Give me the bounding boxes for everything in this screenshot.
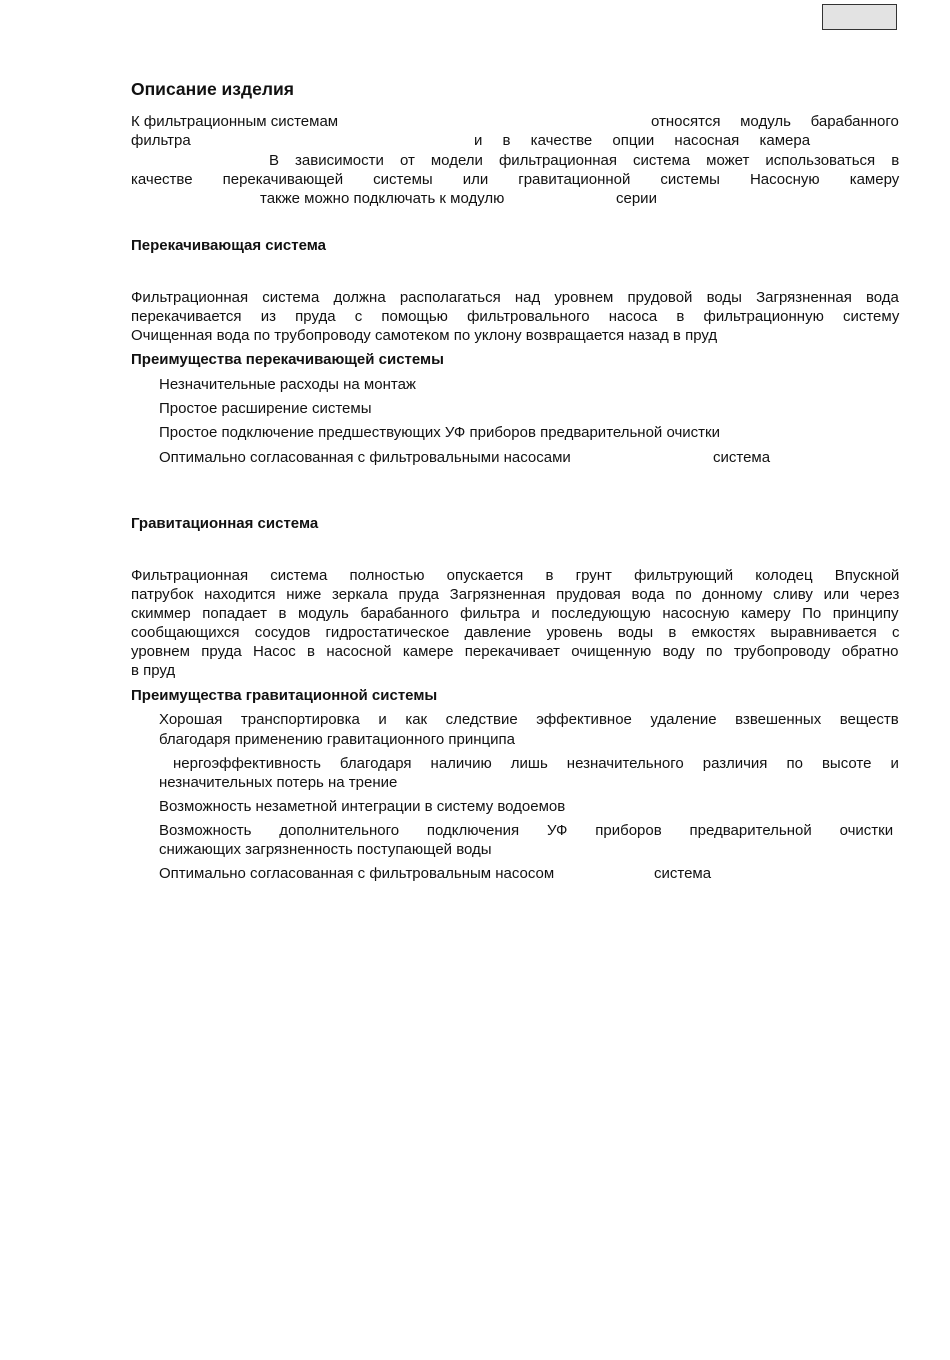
- pump-advantage-item: Простое подключение предшествующих УФ приборов предварительной очистки: [159, 424, 720, 441]
- pump-advantage-item: Простое расширение системы: [159, 400, 372, 417]
- gravity-advantage-item-2-line-2: незначительных потерь на трение: [159, 774, 398, 791]
- pump-advantages-heading: Преимущества перекачивающей системы: [131, 351, 444, 368]
- pump-system-heading: Перекачивающая система: [131, 237, 326, 254]
- pump-advantage-item-4-end: система: [713, 449, 771, 466]
- pump-system-text-2: перекачивается из пруда с помощью фильтровального насоса в фильтрационную систему: [131, 308, 900, 325]
- gravity-advantage-item-1-line-2: благодаря применению гравитационного принципа: [159, 731, 515, 748]
- intro-line-3: В зависимости от модели фильтрационная система может использоваться в: [269, 152, 900, 169]
- gravity-advantage-item-2-line-1: нергоэффективность благодаря наличию лишь незначительного различия по высоте и: [173, 755, 899, 772]
- pump-system-text-3: Очищенная вода по трубопроводу самотеком по уклону возвращается назад в пруд: [131, 327, 718, 344]
- intro-line-1-start: К фильтрационным системам: [131, 113, 339, 130]
- intro-line-4: качестве перекачивающей системы или гравитационной системы Насосную камеру: [131, 171, 900, 188]
- pump-advantage-item-4-start: Оптимально согласованная с фильтровальными насосами: [159, 449, 571, 466]
- gravity-advantage-item-3: Возможность незаметной интеграции в систему водоемов: [159, 798, 566, 815]
- gravity-system-text-6: в пруд: [131, 662, 176, 679]
- page-title: Описание изделия: [131, 79, 294, 99]
- gravity-system-text-4: сообщающихся сосудов гидростатическое давление уровень воды в емкостях выравнивается с: [131, 624, 900, 641]
- intro-line-1-end: относятся модуль барабанного: [651, 113, 899, 130]
- pump-system-text-1: Фильтрационная система должна располагаться над уровнем прудовой воды Загрязненная вода: [131, 289, 899, 306]
- gravity-system-text-1: Фильтрационная система полностью опускается в грунт фильтрующий колодец Впускной: [131, 567, 900, 584]
- gravity-system-text-5: уровнем пруда Насос в насосной камере перекачивает очищенную воду по трубопроводу обратно: [131, 643, 899, 660]
- language-code-box: [822, 4, 897, 30]
- gravity-system-heading: Гравитационная система: [131, 515, 319, 532]
- gravity-system-text-2: патрубок находится ниже зеркала пруда Загрязненная прудовая вода по донному сливу или через: [131, 586, 900, 603]
- gravity-advantage-item-1-line-1: Хорошая транспортировка и как следствие эффективное удаление взвешенных веществ: [159, 711, 899, 728]
- pump-advantage-item: Незначительные расходы на монтаж: [159, 376, 416, 393]
- gravity-advantage-item-5-end: система: [654, 865, 712, 882]
- intro-line-5-start: также можно подключать к модулю: [260, 190, 505, 207]
- gravity-advantage-item-4-line-2: снижающих загрязненность поступающей воды: [159, 841, 492, 858]
- gravity-advantage-item-5-start: Оптимально согласованная с фильтровальным насосом: [159, 865, 555, 882]
- intro-line-5-end: серии: [616, 190, 657, 207]
- intro-line-2-start: фильтра: [131, 132, 191, 149]
- intro-line-2-end: и в качестве опции насосная камера: [474, 132, 811, 149]
- gravity-system-text-3: скиммер попадает в модуль барабанного фильтра и последующую насосную камеру По принципу: [131, 605, 899, 622]
- gravity-advantages-heading: Преимущества гравитационной системы: [131, 687, 438, 704]
- gravity-advantage-item-4-line-1: Возможность дополнительного подключения УФ приборов предварительной очистки: [159, 822, 894, 839]
